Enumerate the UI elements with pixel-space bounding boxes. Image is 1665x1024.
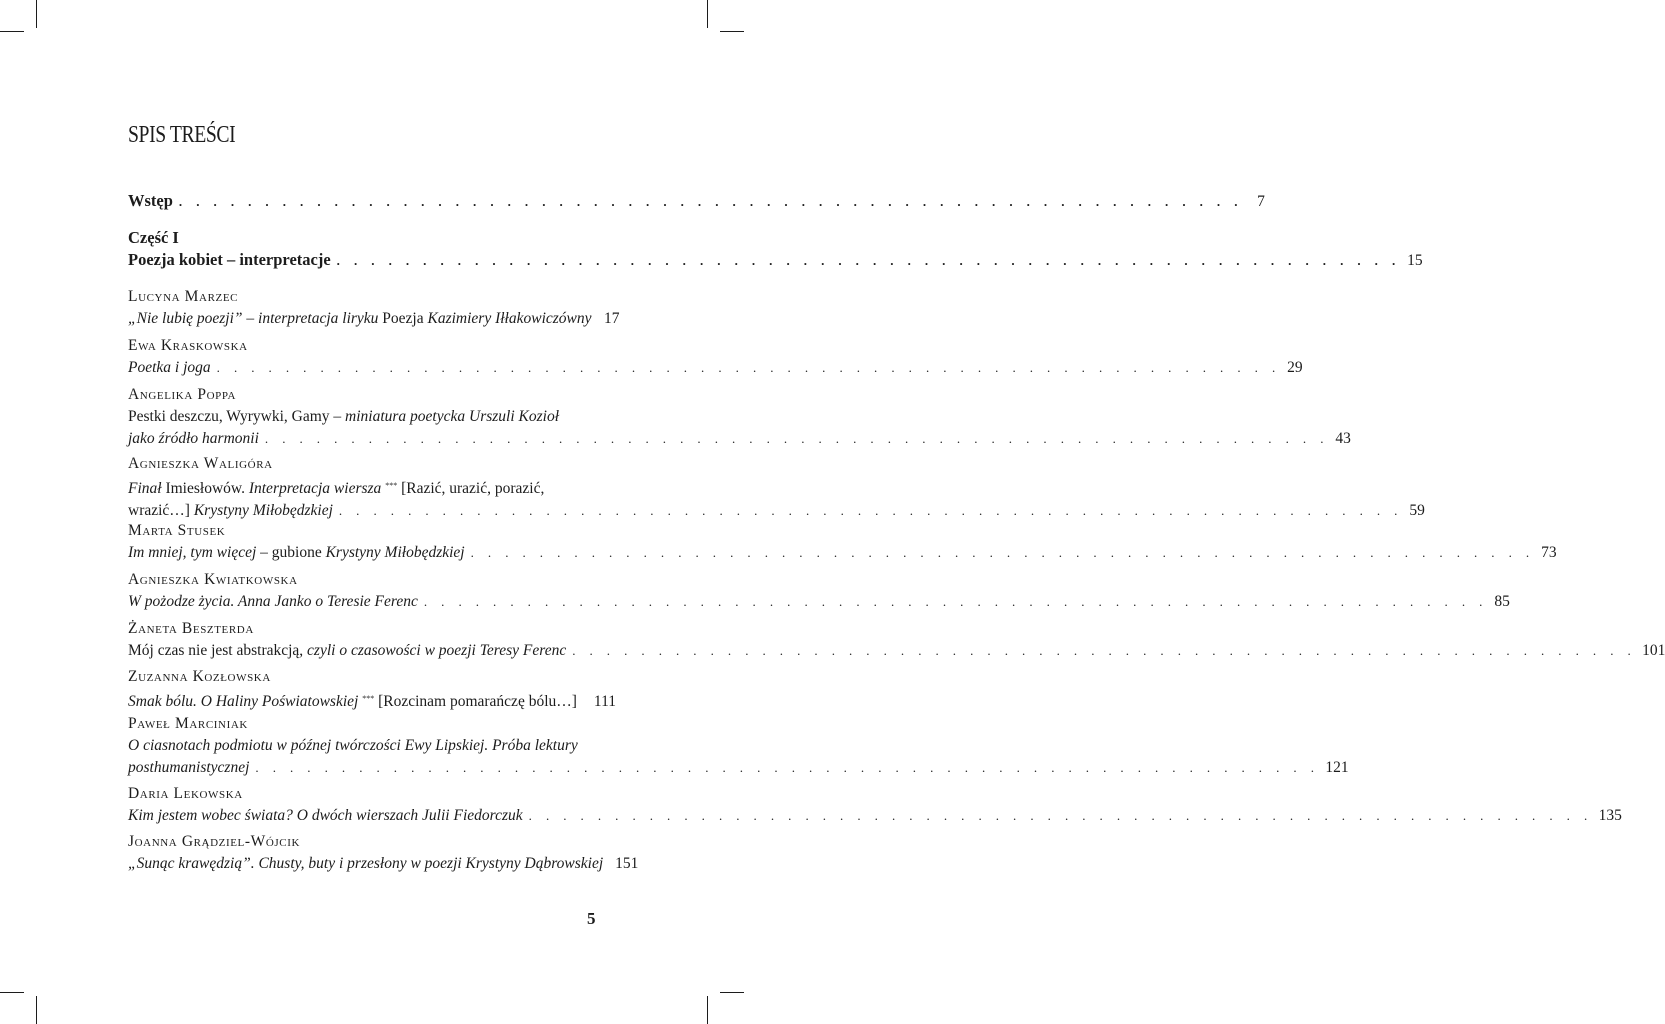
crop-mark: [707, 0, 708, 28]
toc-entry-title: Smak bólu. O Haliny Poświatowskiej *** [Rozcinam pomarańczę bólu…]: [128, 693, 577, 710]
leader-dots: . . . . . . . . . . . . . . . . . . . . . . . . . . . . . . . . . . . . . . . . . . . . . . . . . . . . . . . . . . . . . .: [264, 431, 1329, 446]
toc-author: Daria Lekowska: [128, 785, 243, 802]
page-title: SPIS TREŚCI: [128, 122, 236, 148]
toc-page-number: 111: [593, 693, 616, 710]
toc-page-number: 29: [1287, 359, 1303, 376]
toc-entry[interactable]: [128, 569, 1510, 613]
toc-entry-title-cont: wrazić…] Krystyny Miłobędzkiej: [128, 502, 333, 519]
leader-dots: . . . . . . . . . . . . . . . . . . . . . . . . . . . . . . . . . . . . . . . . . . . . . . . . . . . . . . . . . . . . . .: [528, 808, 1593, 823]
leader-dots: . . . . . . . . . . . . . . . . . . . . . . . . . . . . . . . . . . . . . . . . . . . . . . . . . . . . . . . . . . . . . .: [178, 194, 1243, 209]
crop-mark: [0, 992, 24, 993]
toc-page-number: 73: [1541, 544, 1557, 561]
crop-mark: [36, 0, 37, 28]
toc-entry-title: Poetka i joga: [128, 359, 211, 376]
toc-entry-title: Pestki deszczu, Wyrywki, Gamy – miniatura poetycka Urszuli Kozioł: [128, 408, 560, 425]
toc-page-number: 135: [1598, 807, 1622, 824]
toc-entry[interactable]: [128, 453, 1425, 522]
toc-page-number: 17: [604, 310, 620, 327]
toc-entry[interactable]: [128, 335, 1303, 379]
toc-author: Agnieszka Waligóra: [128, 455, 273, 472]
toc-entry[interactable]: [128, 384, 1351, 450]
toc-part-label: Część I: [128, 228, 179, 247]
crop-mark: [36, 996, 37, 1024]
toc-author: Zuzanna Kozłowska: [128, 668, 271, 685]
toc-entry-title-cont: posthumanistycznej: [128, 759, 250, 776]
toc-entry-title: Mój czas nie jest abstrakcją, czyli o czasowości w poezji Teresy Ferenc: [128, 642, 567, 659]
toc-entry[interactable]: [128, 618, 1665, 662]
toc-page-number: 15: [1407, 252, 1423, 269]
toc-entry-title: Im mniej, tym więcej – gubione Krystyny Miłobędzkiej: [128, 544, 465, 561]
toc-entry-title: O ciasnotach podmiotu w późnej twórczości Ewy Lipskiej. Próba lektury: [128, 737, 578, 754]
toc-entry[interactable]: [128, 831, 639, 875]
toc-entry-title-cont: jako źródło harmonii: [128, 430, 259, 447]
toc-author: Marta Stusek: [128, 522, 226, 539]
toc-entry-title: Finał Imiesłowów. Interpretacja wiersza *** [Razić, urazić, porazić,: [128, 480, 545, 497]
toc-part-title: Poezja kobiet – interpretacje: [128, 250, 331, 269]
toc-page-number: 151: [615, 855, 639, 872]
page-number: 5: [587, 909, 596, 928]
toc-intro[interactable]: [128, 190, 1265, 213]
leader-dots: . . . . . . . . . . . . . . . . . . . . . . . . . . . . . . . . . . . . . . . . . . . . . . . . . . . . . . . . . . . . . .: [572, 643, 1637, 658]
toc-page-number: 7: [1257, 193, 1265, 210]
crop-mark: [720, 992, 744, 993]
toc-entry-title: Kim jestem wobec świata? O dwóch wierszach Julii Fiedorczuk: [128, 807, 523, 824]
toc-entry-title: W pożodze życia. Anna Janko o Teresie Ferenc: [128, 593, 418, 610]
leader-dots: . . . . . . . . . . . . . . . . . . . . . . . . . . . . . . . . . . . . . . . . . . . . . . . . . . . . . . . . . . . . . .: [216, 360, 1281, 375]
leader-dots: . . . . . . . . . . . . . . . . . . . . . . . . . . . . . . . . . . . . . . . . . . . . . . . . . . . . . . . . . . . . . .: [338, 503, 1403, 518]
crop-mark: [720, 31, 744, 32]
crop-mark: [707, 996, 708, 1024]
toc-page-number: 121: [1325, 759, 1349, 776]
leader-dots: . . . . . . . . . . . . . . . . . . . . . . . . . . . . . . . . . . . . . . . . . . . . . . . . . . . . . . . . . . . . . .: [423, 594, 1488, 609]
toc-author: Paweł Marciniak: [128, 715, 248, 732]
toc-entry-title: „Nie lubię poezji” – interpretacja liryku Poezja Kazimiery Iłłakowiczówny: [128, 310, 592, 327]
toc-page-number: 101: [1642, 642, 1665, 659]
toc-entry[interactable]: [128, 666, 616, 713]
toc-page-number: 59: [1409, 502, 1425, 519]
leader-dots: . . . . . . . . . . . . . . . . . . . . . . . . . . . . . . . . . . . . . . . . . . . . . . . . . . . . . . . . . . . . . .: [255, 760, 1320, 775]
toc-author: Joanna Grądziel-Wójcik: [128, 833, 301, 850]
toc-entry-title: „Sunąc krawędzią”. Chusty, buty i przesłony w poezji Krystyny Dąbrowskiej: [128, 855, 604, 872]
toc-author: Żaneta Beszterda: [128, 620, 254, 637]
toc-intro-label: Wstęp: [128, 191, 173, 210]
toc-author: Agnieszka Kwiatkowska: [128, 571, 298, 588]
crop-mark: [0, 31, 24, 32]
toc-author: Lucyna Marzec: [128, 288, 239, 305]
toc-entry[interactable]: [128, 783, 1622, 827]
toc-entry[interactable]: [128, 286, 620, 330]
toc-author: Ewa Kraskowska: [128, 337, 248, 354]
leader-dots: . . . . . . . . . . . . . . . . . . . . . . . . . . . . . . . . . . . . . . . . . . . . . . . . . . . . . . . . . . . . . .: [470, 545, 1535, 560]
leader-dots: . . . . . . . . . . . . . . . . . . . . . . . . . . . . . . . . . . . . . . . . . . . . . . . . . . . . . . . . . . . . . .: [336, 253, 1401, 268]
toc-entry[interactable]: [128, 520, 1557, 564]
toc-page-number: 43: [1335, 430, 1351, 447]
toc-page-number: 85: [1494, 593, 1510, 610]
toc-entry[interactable]: [128, 713, 1349, 779]
toc-author: Angelika Poppa: [128, 386, 237, 403]
toc-part[interactable]: [128, 227, 1423, 272]
